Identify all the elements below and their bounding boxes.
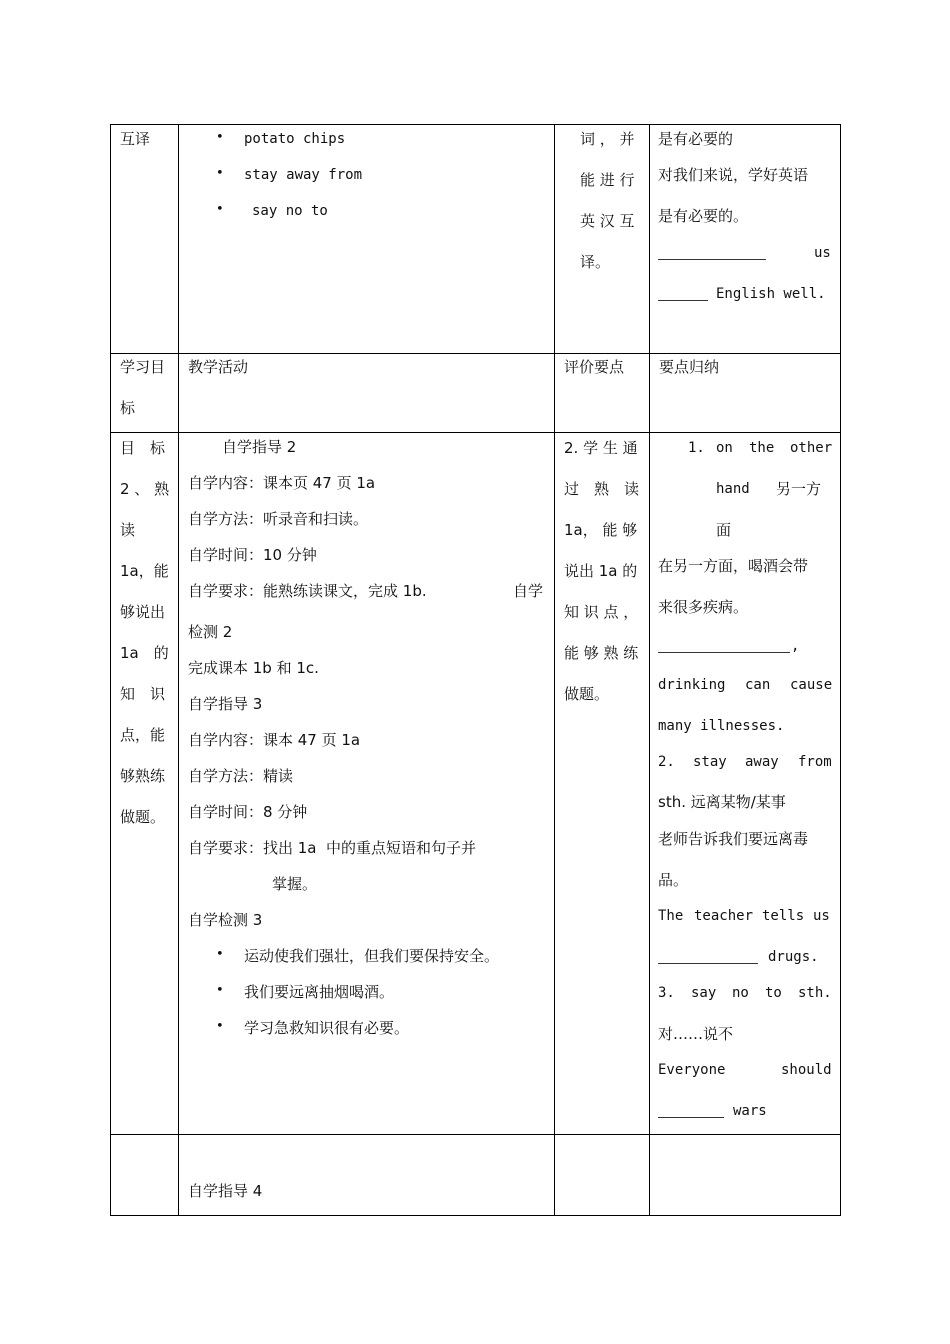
summary-line: 来很多疾病。 <box>658 598 749 616</box>
header-activity: 教学活动 <box>188 358 249 376</box>
eval-line: 做题。 <box>564 685 610 703</box>
activity-line: 自学要求：找出 1a 中的重点短语和句子并 <box>188 839 477 857</box>
bullet-dot: • <box>216 947 224 962</box>
summary-word: wars <box>733 1103 767 1119</box>
eval-line: 能 够 熟 练 <box>564 644 639 662</box>
activity-line: 自学时间：8 分钟 <box>188 803 308 821</box>
goal-line: 够熟练 <box>120 767 166 785</box>
summary-word: other <box>790 440 833 456</box>
activity-line: 掌握。 <box>272 875 318 893</box>
summary-line: sth. 远离某物/某事 <box>658 793 786 811</box>
header-goal: 学习目 <box>120 358 166 376</box>
summary-word: us <box>814 245 831 261</box>
summary-word: to <box>765 985 782 1001</box>
row-divider-2 <box>110 432 841 433</box>
bullet-dot: • <box>216 983 224 998</box>
goal-line: 1a 的 <box>120 644 169 662</box>
summary-word: say <box>691 985 717 1001</box>
summary-line: 是有必要的 <box>658 130 734 148</box>
fill-blank <box>658 652 790 653</box>
row1-label: 互译 <box>120 130 151 148</box>
summary-word: no <box>732 985 749 1001</box>
summary-line: 是有必要的。 <box>658 207 749 225</box>
header-eval: 评价要点 <box>564 358 625 376</box>
fill-blank <box>658 300 708 301</box>
eval-line: 2. 学 生 通 <box>564 439 638 457</box>
summary-word: drugs. <box>768 949 819 965</box>
bullet-dot: • <box>216 1019 224 1034</box>
goal-line: 点，能 <box>120 726 166 744</box>
activity-line: 自学检测 3 <box>188 911 263 929</box>
table-top-border <box>110 124 841 125</box>
activity-guide: 自学指导 3 <box>188 695 263 713</box>
activity-guide: 自学指导 4 <box>188 1182 263 1200</box>
summary-word: The <box>658 908 684 924</box>
summary-word: cause <box>790 677 833 693</box>
table-left-border <box>110 124 111 1216</box>
summary-word: should <box>781 1062 832 1078</box>
summary-word: stay <box>693 754 727 770</box>
summary-line: 面 <box>716 521 732 539</box>
activity-line: 自学 <box>513 582 544 600</box>
activity-line: 自学方法：听录音和扫读。 <box>188 510 369 528</box>
activity-guide: 自学指导 2 <box>222 438 297 456</box>
row-divider-3 <box>110 1134 841 1135</box>
fill-blank <box>658 963 758 964</box>
summary-word: many illnesses. <box>658 718 785 734</box>
eval-line: 能 进 行 <box>580 171 635 189</box>
summary-line: 对我们来说，学好英语 <box>658 166 809 184</box>
summary-word: hand <box>716 481 750 497</box>
summary-word: , <box>791 638 800 654</box>
eval-line: 1a， 能 够 <box>564 521 638 539</box>
activity-line: 自学方法：精读 <box>188 767 294 785</box>
activity-line: 完成课本 1b 和 1c. <box>188 659 319 677</box>
eval-line: 说出 1a 的 <box>564 562 638 580</box>
summary-word: sth. <box>798 985 832 1001</box>
eval-line: 译。 <box>580 253 611 271</box>
header-goal: 标 <box>120 399 136 417</box>
col-divider-1 <box>178 124 179 1216</box>
eval-line: 英 汉 互 <box>580 212 635 230</box>
summary-word: the <box>749 440 775 456</box>
eval-line: 知 识 点 ， <box>564 603 639 621</box>
summary-word: 1. <box>688 440 705 456</box>
fill-blank <box>658 1117 724 1118</box>
fill-blank <box>658 259 766 260</box>
summary-word: Everyone <box>658 1062 726 1078</box>
summary-word: 2. <box>658 754 675 770</box>
bullet-dot: • <box>216 202 224 217</box>
summary-word: us <box>813 908 830 924</box>
bullet-dot: • <box>216 130 224 145</box>
goal-line: 够说出 <box>120 603 166 621</box>
activity-line: 自学内容：课本 47 页 1a <box>188 731 361 749</box>
table-right-border <box>840 124 841 1216</box>
summary-word: drinking <box>658 677 726 693</box>
exercise-item: 运动使我们强壮，但我们要保持安全。 <box>244 947 500 965</box>
col-divider-3 <box>649 124 650 1216</box>
goal-line: 1a，能 <box>120 562 169 580</box>
bullet-dot: • <box>216 166 224 181</box>
phrase-item: stay away from <box>244 167 363 183</box>
goal-line: 2 、 熟 <box>120 480 170 498</box>
summary-word: away <box>745 754 779 770</box>
summary-line: 对……说不 <box>658 1025 734 1043</box>
eval-line: 过 熟 读 <box>564 480 640 498</box>
row-divider-1 <box>110 353 841 354</box>
summary-line: 品。 <box>658 871 689 889</box>
exercise-item: 学习急救知识很有必要。 <box>244 1019 410 1037</box>
activity-line: 自学时间：10 分钟 <box>188 546 317 564</box>
exercise-item: 我们要远离抽烟喝酒。 <box>244 983 395 1001</box>
activity-line: 自学要求：能熟练读课文，完成 1b. <box>188 582 427 600</box>
phrase-item: say no to <box>252 203 328 219</box>
summary-line: 在另一方面，喝酒会带 <box>658 557 809 575</box>
goal-line: 知 识 <box>120 685 166 703</box>
summary-line: 老师告诉我们要远离毒 <box>658 830 809 848</box>
summary-word: English well. <box>716 286 826 302</box>
activity-line: 检测 2 <box>188 623 233 641</box>
header-summary: 要点归纳 <box>659 358 720 376</box>
table-bottom-border <box>110 1215 841 1216</box>
summary-word: from <box>798 754 832 770</box>
goal-line: 读 <box>120 521 136 539</box>
summary-word: on <box>716 440 733 456</box>
col-divider-2 <box>554 124 555 1216</box>
summary-word: 3. <box>658 985 675 1001</box>
eval-line: 词 ， 并 <box>580 130 635 148</box>
goal-line: 做题。 <box>120 808 166 826</box>
goal-line: 目 标 <box>120 439 166 457</box>
summary-word: teacher <box>694 908 754 924</box>
summary-word: tells <box>762 908 805 924</box>
activity-line: 自学内容：课本页 47 页 1a <box>188 474 376 492</box>
summary-line: 另一方 <box>776 480 822 498</box>
phrase-item: potato chips <box>244 131 346 147</box>
summary-word: can <box>745 677 771 693</box>
